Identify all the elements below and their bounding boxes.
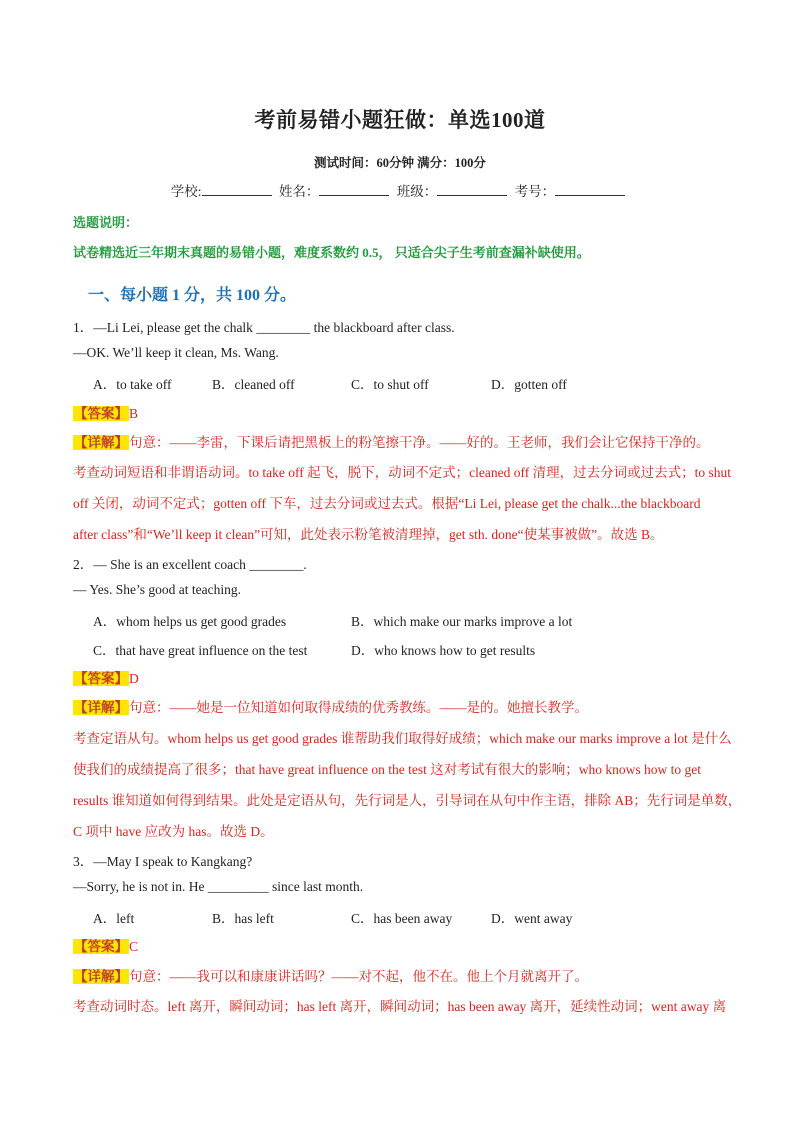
question-3-option-b: B．has left (212, 911, 274, 926)
question-2-option-a: A．whom helps us get good grades (93, 614, 287, 629)
question-2-explain-line: results 谁知道如何得到结果。此处是定语从句，先行词是人，引导词在从句中作主语，排除 AB；先行词是单数， (73, 793, 742, 808)
answer-tag: 【答案】 (74, 939, 128, 954)
question-2-explain-line: 考查定语从句。whom helps us get good grades 谁帮助我们取得好成绩；which make our marks improve a lot 是什么 (73, 731, 732, 746)
answer-value: C (129, 939, 139, 954)
school-label: 学校: (170, 184, 202, 199)
exam-subtitle: 测试时间：60分钟 满分：100分 (314, 156, 486, 170)
question-2-option-d: D．who knows how to get results (351, 643, 536, 658)
question-1-explain-line: off 关闭，动词不定式；gotten off 下车，过去分词或过去式。根据“Li Lei, please get the chalk...the blackboard (73, 496, 701, 511)
instructions-text: 试卷精选近三年期末真题的易错小题，难度系数约 0.5， 只适合尖子生考前查漏补缺使用。 (73, 245, 590, 260)
explain-text: 句意：——我可以和康康讲话吗？——对不起，他不在。他上个月就离开了。 (129, 969, 588, 984)
question-3-answer (73, 935, 138, 955)
page-title: 考前易错小题狂做：单选100道 (254, 108, 546, 132)
question-1-explain-line: 考查动词短语和非谓语动词。to take off 起飞，脱下，动词不定式；cleaned off 清理，过去分词或过去式；to shut (73, 465, 731, 480)
name-label: 姓名： (278, 184, 320, 199)
answer-value: B (129, 406, 139, 421)
question-1-explain (73, 431, 710, 451)
question-1-option-c: C．to shut off (351, 377, 429, 392)
question-2-line-2: — Yes. She’s good at teaching. (73, 582, 241, 597)
question-1-option-a: A．to take off (93, 377, 172, 392)
question-1-option-b: B．cleaned off (212, 377, 295, 392)
question-2-option-c: C．that have great influence on the test (93, 643, 308, 658)
question-2-option-b: B．which make our marks improve a lot (351, 614, 573, 629)
question-1-line-2: —OK. We’ll keep it clean, Ms. Wang. (73, 345, 279, 360)
explain-text: 句意：——她是一位知道如何取得成绩的优秀教练。——是的。她擅长教学。 (129, 700, 588, 715)
explain-text: 句意：——李雷，下课后请把黑板上的粉笔擦干净。——好的。王老师，我们会让它保持干净的。 (129, 435, 710, 450)
question-3-option-a: A．left (93, 911, 135, 926)
question-1-answer (73, 402, 138, 422)
question-2-answer (73, 667, 139, 687)
explain-tag: 【详解】 (74, 700, 128, 715)
class-field[interactable] (437, 183, 507, 196)
question-2-explain-line: 使我们的成绩提高了很多；that have great influence on the test 这对考试有很大的影响；who knows how to get (73, 762, 702, 777)
number-field[interactable] (555, 183, 625, 196)
question-3-line-2: —Sorry, he is not in. He _________ since last month. (73, 879, 364, 894)
question-1-option-d: D．gotten off (491, 377, 567, 392)
answer-tag: 【答案】 (74, 406, 128, 421)
question-3-explain (73, 965, 588, 985)
answer-tag: 【答案】 (74, 671, 128, 686)
question-3-line-1: 3．—May I speak to Kangkang? (73, 854, 253, 869)
question-3-option-c: C．has been away (351, 911, 453, 926)
question-1-line-1: 1．—Li Lei, please get the chalk ________ the blackboard after class. (73, 320, 455, 335)
name-field[interactable] (319, 183, 389, 196)
student-info-row (0, 180, 800, 200)
explain-tag: 【详解】 (74, 969, 128, 984)
answer-value: D (129, 671, 139, 686)
explain-tag: 【详解】 (74, 435, 128, 450)
question-2-explain-line: C 项中 have 应改为 has。故选 D。 (73, 824, 274, 839)
question-2-explain (73, 696, 588, 716)
school-field[interactable] (202, 183, 272, 196)
question-2-line-1: 2．— She is an excellent coach ________. (73, 557, 307, 572)
question-3-option-d: D．went away (491, 911, 573, 926)
section-title: 一、每小题 1 分，共 100 分。 (88, 287, 297, 304)
instructions-heading: 选题说明： (73, 215, 139, 230)
class-label: 班级： (396, 184, 438, 199)
question-1-explain-line: after class”和“We’ll keep it clean”可知，此处表示粉笔被清理掉，get sth. done“使某事被做”。故选 B。 (73, 527, 664, 542)
number-label: 考号： (514, 184, 556, 199)
question-3-explain-line: 考查动词时态。left 离开，瞬间动词；has left 离开，瞬间动词；has been away 离开，延续性动词；went away 离 (73, 999, 727, 1014)
